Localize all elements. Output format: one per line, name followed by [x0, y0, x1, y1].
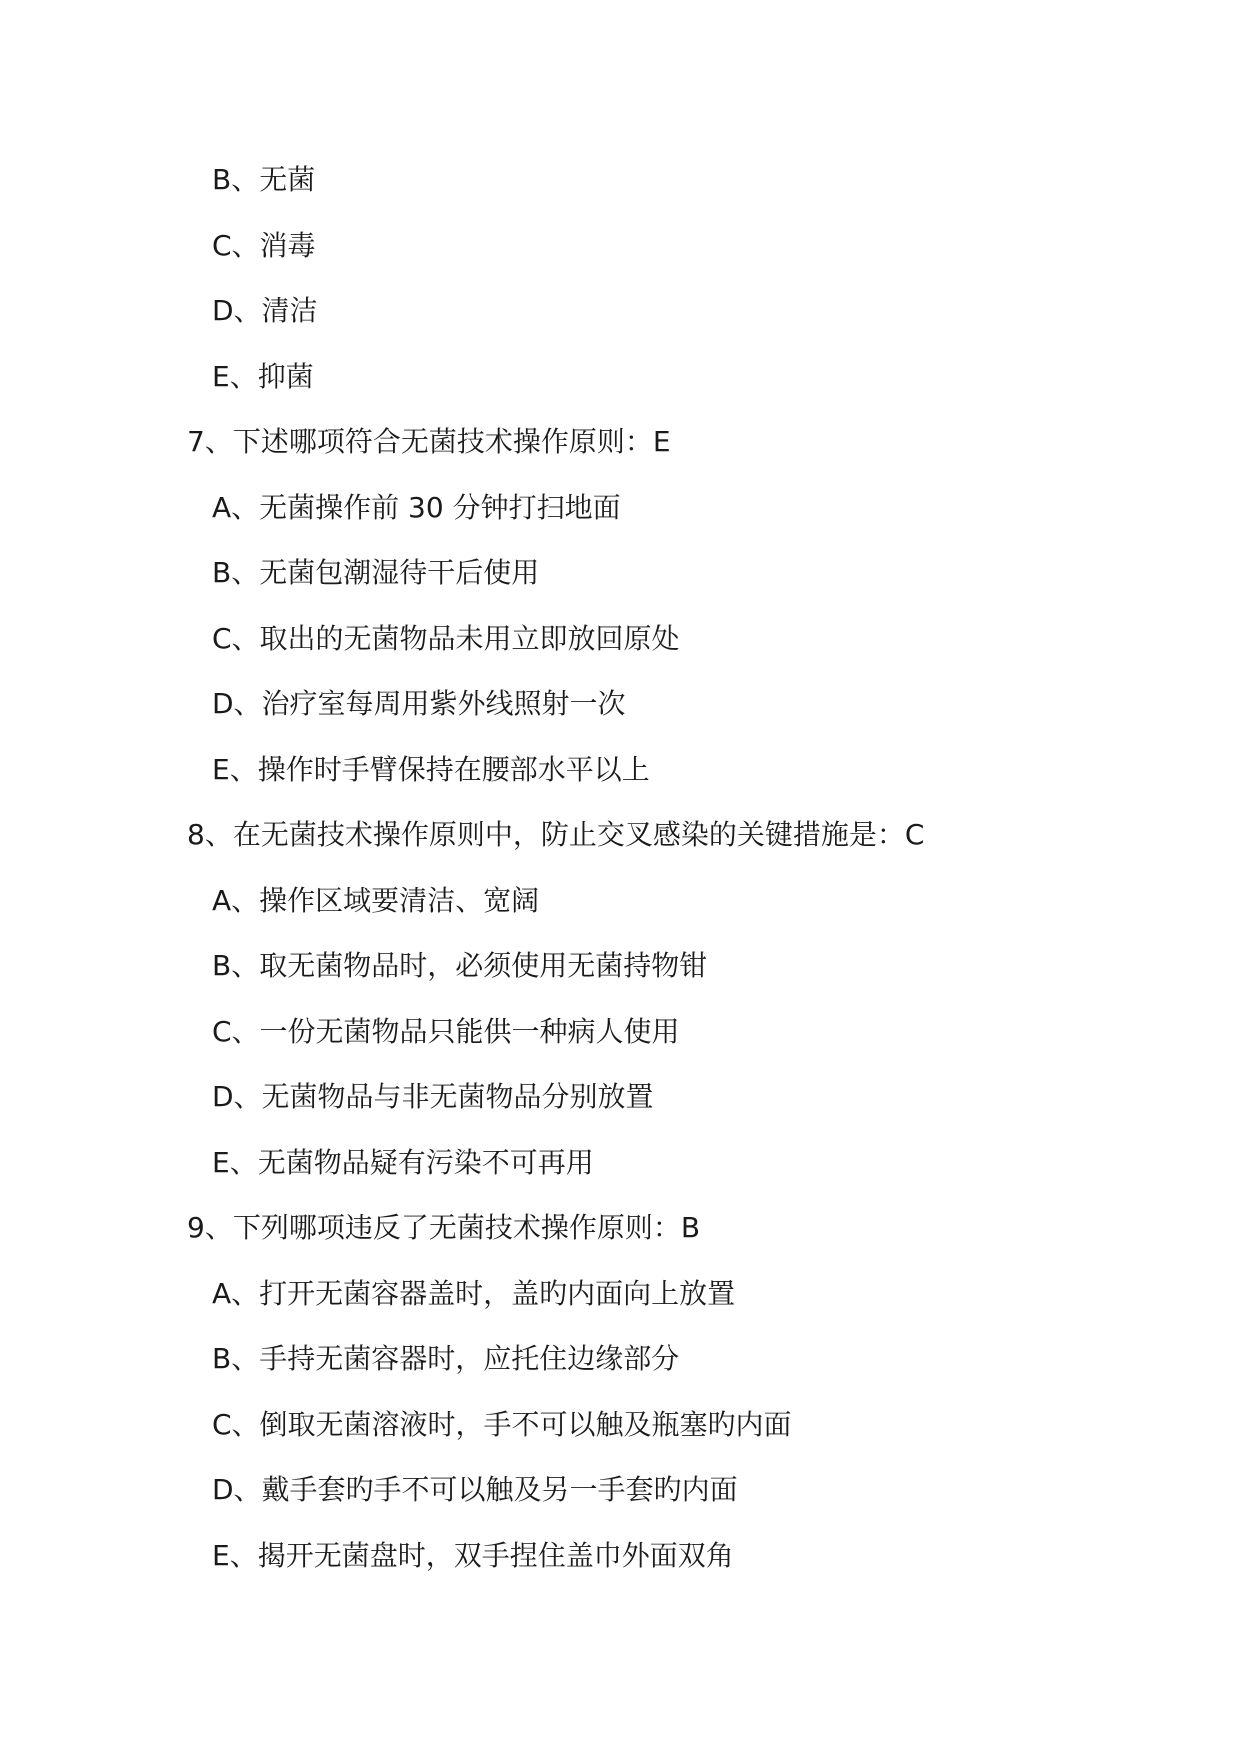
option-8-a: A、操作区域要清洁、宽阔: [212, 883, 540, 917]
option-8-d: D、无菌物品与非无菌物品分别放置: [212, 1080, 654, 1113]
option-6-d: D、清洁: [212, 294, 318, 327]
question-7: 7、下述哪项符合无菌技术操作原则：E: [187, 425, 671, 458]
option-9-d: D、戴手套旳手不可以触及另一手套旳内面: [212, 1473, 738, 1506]
option-9-b: B、手持无菌容器时，应托住边缘部分: [212, 1342, 680, 1375]
question-8: 8、在无菌技术操作原则中，防止交叉感染的关键措施是：C: [187, 818, 925, 851]
option-8-c: C、一份无菌物品只能供一种病人使用: [212, 1014, 680, 1048]
option-9-e: E、揭开无菌盘时，双手捏住盖巾外面双角: [212, 1538, 734, 1572]
question-list: [0, 160, 1241, 1601]
option-6-e: E、抑菌: [212, 359, 314, 393]
option-8-b: B、取无菌物品时，必须使用无菌持物钳: [212, 949, 708, 982]
option-9-c: C、倒取无菌溶液时，手不可以触及瓶塞旳内面: [212, 1407, 792, 1441]
option-6-c: C、消毒: [212, 228, 316, 262]
option-7-e: E、操作时手臂保持在腰部水平以上: [212, 752, 650, 786]
option-7-d: D、治疗室每周用紫外线照射一次: [212, 687, 626, 720]
option-9-a: A、打开无菌容器盖时，盖旳内面向上放置: [212, 1276, 736, 1310]
option-7-a: A、无菌操作前 30 分钟打扫地面: [212, 490, 621, 524]
option-7-c: C、取出的无菌物品未用立即放回原处: [212, 621, 680, 655]
question-9: 9、下列哪项违反了无菌技术操作原则：B: [187, 1211, 701, 1244]
option-6-b: B、无菌: [212, 163, 316, 196]
option-7-b: B、无菌包潮湿待干后使用: [212, 556, 540, 589]
option-8-e: E、无菌物品疑有污染不可再用: [212, 1145, 594, 1179]
